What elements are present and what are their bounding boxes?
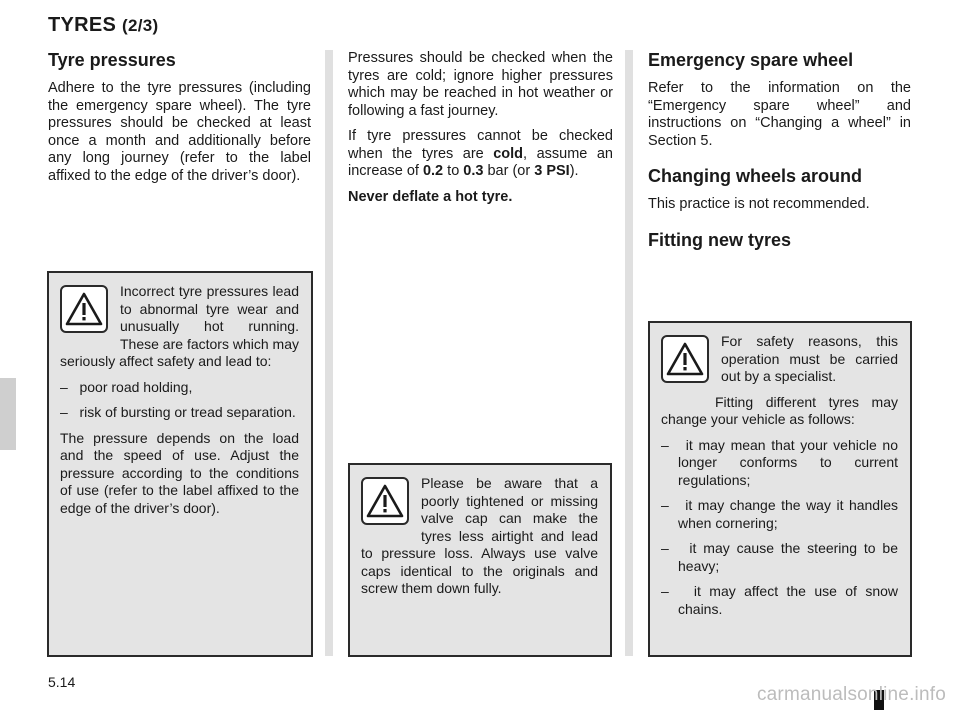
title-text: TYRES [48, 14, 117, 36]
valve-cap-warning-text: Please be aware that a poorly tightened or missing valve cap can make the tyres less airtight and lead to pressure loss. Always use valve caps identical to the originals and screw them down fully. [361, 475, 598, 596]
warning-list-item: – it may cause the steering to be heavy; [661, 540, 898, 574]
never-deflate-warning: Never deflate a hot tyre. [348, 188, 513, 205]
warning-triangle-svg [366, 484, 404, 518]
fitting-new-tyres-heading: Fitting new tyres [648, 229, 792, 250]
tyre-pressures-paragraph: Adhere to the tyre pressures (including the emergency spare wheel). The tyre pressures should be checked at least once a month and additionally before any long journey (refer to the label affixed to the edge of the driver’s door). [48, 80, 311, 184]
column-3 [648, 50, 911, 251]
pressure-cold-paragraph: If tyre pressures cannot be checked when the tyres are cold, assume an increase of 0.2 to 0.3 bar (or 3 PSI). [348, 128, 613, 179]
warning-list-item: – it may affect the use of snow chains. [661, 583, 898, 617]
specialist-warning-text: For safety reasons, this operation must be carried out by a specialist. [721, 333, 898, 384]
warning-box-tyre-pressure [47, 271, 313, 657]
watermark: carmanualsonline.info [756, 684, 946, 705]
pressure-check-paragraph: Pressures should be checked when the tyres are cold; ignore higher pressures which may be reached in hot weather or following a fast journey. [348, 50, 613, 119]
warning-list-item: – poor road holding, [60, 378, 193, 395]
warning-list-item: – it may change the way it handles when cornering; [661, 497, 898, 531]
column-1 [48, 50, 311, 193]
changing-wheels-heading: Changing wheels around [648, 166, 863, 186]
column-2 [348, 50, 613, 214]
column-divider-left [325, 50, 333, 656]
different-tyres-intro: Fitting different tyres may change your vehicle as follows: [661, 393, 898, 427]
warning-triangle-icon [361, 477, 409, 525]
warning-list-item: – it may mean that your vehicle no longer conforms to current regulations; [661, 436, 898, 488]
warning-box-new-tyres [648, 321, 912, 657]
page-title [48, 14, 159, 37]
warning-lead-text: Incorrect tyre pressures lead to abnormal tyre wear and unusually hot running. These are factors which may seriously affect safety and lead to: [60, 283, 299, 369]
warning-triangle-icon [661, 335, 709, 383]
tyre-pressures-text [48, 80, 311, 185]
warning-triangle-icon [60, 285, 108, 333]
emergency-spare-heading: Emergency spare wheel [648, 50, 854, 70]
column-divider-right [625, 50, 633, 656]
warning-triangle-svg [65, 292, 103, 326]
warning-triangle-svg [666, 342, 704, 376]
warning-tail-text: The pressure depends on the load and the speed of use. Adjust the pressure according to the conditions of use (refer to the label affixed to the edge of the driver’s door). [60, 429, 299, 516]
warning-box-valve-cap [348, 463, 612, 657]
warning-list-item: – risk of bursting or tread separation. [60, 404, 296, 420]
changing-wheels-text: This practice is not recommended. [648, 196, 870, 212]
tyre-pressures-heading: Tyre pressures [48, 50, 176, 70]
page-number: 5.14 [48, 674, 76, 690]
section-tab [0, 378, 16, 450]
emergency-spare-text: Refer to the information on the “Emergency spare wheel” and instructions on “Changing a wheel” in Section 5. [648, 80, 911, 149]
title-suffix: (2/3) [122, 16, 159, 35]
